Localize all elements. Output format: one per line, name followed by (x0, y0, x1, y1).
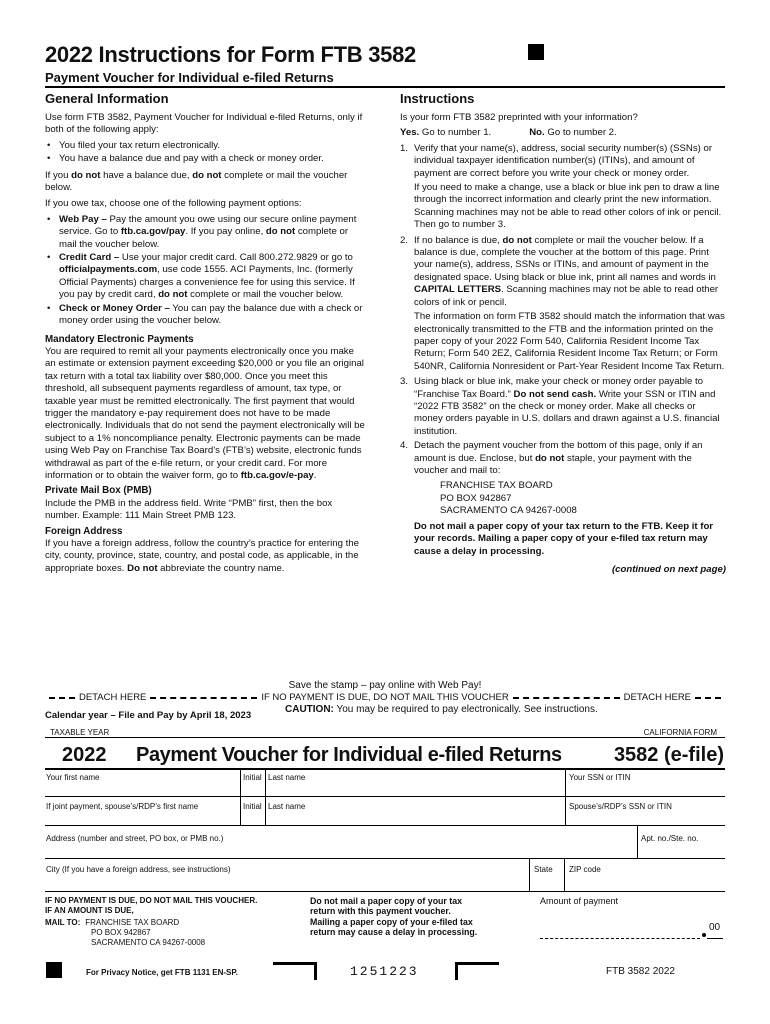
form-code-number: 1251223 (350, 964, 419, 979)
voucher-title-rule (45, 768, 725, 770)
e-pay-link[interactable]: ftb.ca.gov/e-pay (240, 469, 314, 481)
cents-value: 00 (709, 922, 721, 933)
zip-label: ZIP code (569, 865, 601, 874)
page-title: 2022 Instructions for Form FTB 3582 (45, 42, 416, 67)
instructions-heading: Instructions (400, 91, 475, 106)
voucher-year: 2022 (62, 744, 107, 766)
option-credit-card: • Credit Card – Use your major credit card. Call 800.272.9829 or go to officialpayments.com, use code 1555. ACI Payments, Inc. (formerly Official Payments) charges a convenience fee for using this service. If you pay by credit card, do not complete or mail the voucher below. (45, 252, 367, 302)
mep-heading: Mandatory Electronic Payments (45, 333, 194, 345)
general-intro: Use form FTB 3582, Payment Voucher for Individual e-filed Returns, only if both of the following apply: (45, 112, 363, 136)
continued-note: (continued on next page) (611, 564, 726, 576)
detach-line (45, 692, 725, 703)
preprinted-question: Is your form FTB 3582 preprinted with your information? (400, 112, 638, 123)
scan-bracket-left (273, 962, 317, 980)
spouse-first-name-label: If joint payment, spouse’s/RDP’s first name (46, 802, 199, 811)
registration-mark (528, 44, 544, 60)
taxable-year-label: TAXABLE YEAR (50, 728, 110, 737)
pmb-heading: Private Mail Box (PMB) (45, 485, 152, 497)
caution-note: CAUTION: You may be required to pay electronically. See instructions. (285, 704, 598, 715)
city-label: City (If you have a foreign address, see instructions) (46, 865, 231, 874)
instructions-section (400, 91, 726, 580)
official-payments-link[interactable]: officialpayments.com (59, 264, 158, 276)
web-pay-link[interactable]: ftb.ca.gov/pay (120, 226, 186, 238)
amount-input-line[interactable] (540, 938, 700, 939)
page-subtitle: Payment Voucher for Individual e-filed Returns (45, 70, 334, 85)
voucher-mailing-info: IF NO PAYMENT IS DUE, DO NOT MAIL THIS VOUCHER. IF AN AMOUNT IS DUE, MAIL TO: FRANCHISE TAX BOARD PO BOX 942867 SACRAMENTO CA 94267-0008 (45, 896, 258, 947)
voucher-top-rule (45, 737, 725, 738)
mep-text: You are required to remit all your payments electronically once you make an estimate or extension payment exceeding $20,000 or you file an original tax return with a total tax liability over $80,000. Once you meet this threshold, all subsequent payments regardless of amount, tax type, or taxable year must be remitted electronically. The first payment that would trigger the mandatory e-pay requirement does not have to be made electronically. Individuals that do not send the payment electronically will be subject to a 1% noncompliance penalty. Electronic payments can be made using Web Pay on Franchise Tax Board’s (FTB’s) website, electronic funds withdrawal as part of the e-file return, or your credit card. For more information or to obtain the waiver form, go to ftb.ca.gov/e-pay. (45, 345, 365, 481)
general-heading: General Information (45, 91, 169, 106)
state-label: State (534, 865, 553, 874)
decimal-dot (702, 933, 706, 937)
cents-underline (707, 938, 723, 939)
apt-label: Apt. no./Ste. no. (641, 834, 699, 843)
first-name-label: Your first name (46, 773, 100, 782)
step-1: 1. Verify that your name(s), address, social security number(s) (SSNs) or individual taxpayer identification number(s) (ITINs), and amount of payment are correct before you write your check or money order. (400, 142, 713, 179)
web-pay-stamp-note: Save the stamp – pay online with Web Pay! (288, 680, 482, 691)
registration-mark-bottom-left (46, 962, 62, 978)
amount-of-payment-label: Amount of payment (540, 896, 619, 906)
step-4: 4. Detach the payment voucher from the bottom of this page, only if an amount is due. Enclose, but do not staple, your payment with the voucher and mail to: (400, 440, 703, 476)
header-rule (45, 86, 725, 88)
california-form-label: CALIFORNIA FORM (643, 728, 717, 737)
last-name-label: Last name (268, 773, 306, 782)
initial-label: Initial (243, 773, 262, 782)
step-2-detail: The information on form FTB 3582 should match the information that was electronically transmitted to the FTB and the information printed on the paper copy of your 2022 Form 540, California Resident Income Tax Return; Form 540 2EZ, California Resident Income Tax Return; or Form 540NR, California Nonresident or Part-Year Resident Income Tax Return. (414, 311, 725, 372)
privacy-notice: For Privacy Notice, get FTB 1131 EN-SP. (86, 968, 238, 977)
general-information-section (45, 91, 367, 578)
option-web-pay: • Web Pay – Pay the amount you owe using our secure online payment service. Go to ftb.ca.gov/pay. If you pay online, do not complete or mail the voucher below. (45, 214, 367, 251)
no-payment-notice: IF NO PAYMENT IS DUE, DO NOT MAIL THIS VOUCHER (261, 692, 509, 703)
address-label: Address (number and street, PO box, or PMB no.) (46, 834, 224, 843)
step-3: 3. Using black or blue ink, make your check or money order payable to “Franchise Tax Board.” Do not send cash. Write your SSN or ITIN and “2022 FTB 3582” on the check or money order. Make all checks or money orders payable in U.S. dollars and drawn against a U.S. financial institution. (400, 376, 720, 437)
step-1-detail: If you need to make a change, use a black or blue ink pen to draw a line through the incorrect information and clearly print the new information. Scanning machines may not be able to read other colors of ink or pencil. Then go to number 3. (414, 182, 722, 231)
pmb-text: Include the PMB in the address field. Write “PMB” first, then the box number. Example: 111 Main Street PMB 123. (45, 497, 333, 522)
footer-form-id: FTB 3582 2022 (606, 966, 675, 977)
mailing-address: FRANCHISE TAX BOARD PO BOX 942867 SACRAMENTO CA 94267-0008 (440, 480, 577, 517)
foreign-address-heading: Foreign Address (45, 525, 123, 537)
foreign-address-text: If you have a foreign address, follow the country’s practice for entering the city, county, province, state, country, and postal code, as applicable, in the appropriate boxes. Do not abbreviate the country name. (45, 538, 359, 574)
paper-copy-warning: Do not mail a paper copy of your tax return to the FTB. Keep it for your records. Mailing a paper copy of your e-filed tax return may cause a delay in processing. (414, 520, 714, 557)
calendar-year-note: Calendar year – File and Pay by April 18, 2023 (45, 710, 252, 721)
step-2: 2. If no balance is due, do not complete or mail the voucher below. If a balance is due, complete the voucher at the bottom of this page. Print your name(s), address, SSNs or ITINs, and amount of payment in the designated space. Using black or blue ink, print all names and words in CAPITAL LETTERS. Scanning machines may not be able to read other colors of ink or pencil. (400, 234, 719, 308)
ssn-label: Your SSN or ITIN (569, 773, 631, 782)
owe-tax-text: If you owe tax, choose one of the following payment options: (45, 198, 302, 210)
list-item: • You filed your tax return electronically. (45, 140, 367, 152)
option-check: • Check or Money Order – You can pay the balance due with a check or money order using the voucher below. (45, 303, 367, 328)
detach-here-left: DETACH HERE (79, 692, 147, 703)
no-balance-text: If you do not have a balance due, do not complete or mail the voucher below. (45, 169, 348, 194)
spouse-initial-label: Initial (243, 802, 262, 811)
spouse-ssn-label: Spouse’s/RDP’s SSN or ITIN (569, 802, 672, 811)
list-item: • You have a balance due and pay with a check or money order. (45, 153, 367, 165)
yes-no-line: Yes. Go to number 1. No. Go to number 2. (400, 127, 617, 139)
voucher-paper-warning: Do not mail a paper copy of your tax return with this payment voucher. Mailing a paper copy of your e-filed tax return may cause a delay in processing. (310, 896, 478, 938)
voucher-form-number: 3582 (e-file) (613, 744, 724, 766)
detach-here-right: DETACH HERE (623, 692, 692, 703)
spouse-last-name-label: Last name (268, 802, 306, 811)
voucher-title: Payment Voucher for Individual e-filed Returns (136, 744, 562, 766)
scan-bracket-right (455, 962, 499, 980)
